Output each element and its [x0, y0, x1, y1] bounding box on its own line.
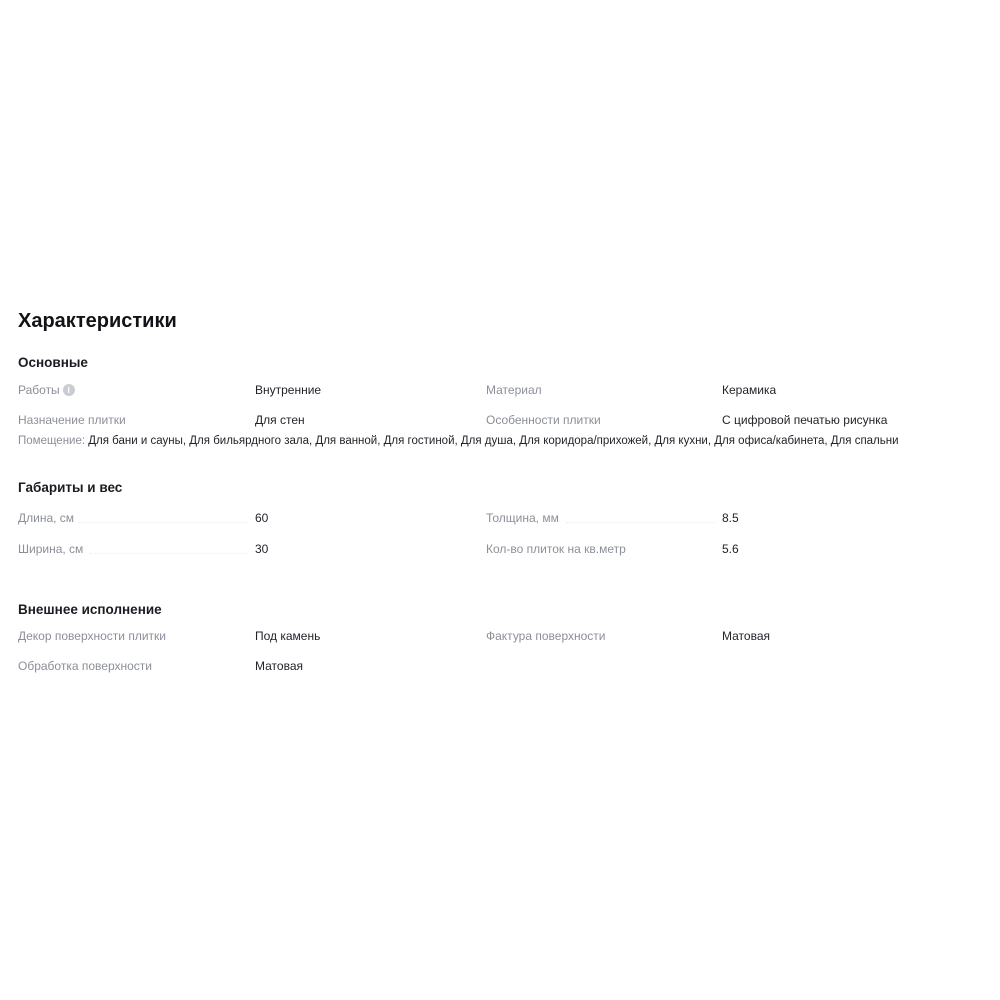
spec-value-room: Для бани и сауны, Для бильярдного зала, Для ванной, Для гостиной, Для душа, Для коридора/прихожей, Для кухни, Для офиса/кабинета, Для спальни	[88, 435, 899, 447]
spec-label-purpose: Назначение плитки	[18, 413, 126, 427]
characteristics-panel	[18, 306, 982, 681]
spec-label-room: Помещение:	[18, 435, 86, 447]
spec-value-material: Керамика	[722, 383, 777, 397]
section-title-appearance: Внешнее исполнение	[18, 602, 162, 617]
spec-row	[18, 534, 982, 564]
spec-value-surface-finish: Матовая	[255, 659, 303, 673]
spec-row	[18, 503, 982, 533]
section-title-main: Основные	[18, 355, 88, 370]
dotted-leader	[566, 522, 716, 523]
spec-label-width: Ширина, см	[18, 542, 84, 556]
spec-value-thickness: 8.5	[722, 511, 739, 525]
section-main	[18, 353, 982, 452]
spec-row-room	[18, 430, 982, 452]
spec-row	[18, 651, 982, 681]
spec-value-width: 30	[255, 542, 269, 556]
spec-label-surface-texture: Фактура поверхности	[486, 629, 606, 643]
spec-label-surface-decor: Декор поверхности плитки	[18, 629, 166, 643]
page-title: Характеристики	[18, 310, 177, 332]
spec-row	[18, 621, 982, 651]
section-title-dimensions: Габариты и вес	[18, 480, 123, 495]
section-appearance	[18, 600, 982, 681]
spec-value-length: 60	[255, 511, 269, 525]
spec-value-works: Внутренние	[255, 383, 322, 397]
spec-value-tiles-per-sqm: 5.6	[722, 542, 739, 556]
spec-label-length: Длина, см	[18, 511, 75, 525]
spec-value-features: С цифровой печатью рисунка	[722, 413, 888, 427]
spec-label-works: Работы i	[18, 375, 248, 405]
dotted-leader	[90, 553, 248, 554]
section-dimensions	[18, 478, 982, 564]
dotted-leader	[78, 522, 248, 523]
spec-row	[18, 375, 982, 405]
spec-label-tiles-per-sqm: Кол-во плиток на кв.метр	[486, 542, 626, 556]
spec-value-purpose: Для стен	[255, 413, 305, 427]
spec-label-thickness: Толщина, мм	[486, 511, 559, 525]
spec-value-surface-decor: Под камень	[255, 629, 321, 643]
spec-value-surface-texture: Матовая	[722, 629, 770, 643]
spec-label-material: Материал	[486, 383, 542, 397]
info-icon[interactable]: i	[63, 384, 75, 396]
spec-label-features: Особенности плитки	[486, 413, 601, 427]
spec-label-surface-finish: Обработка поверхности	[18, 659, 152, 673]
